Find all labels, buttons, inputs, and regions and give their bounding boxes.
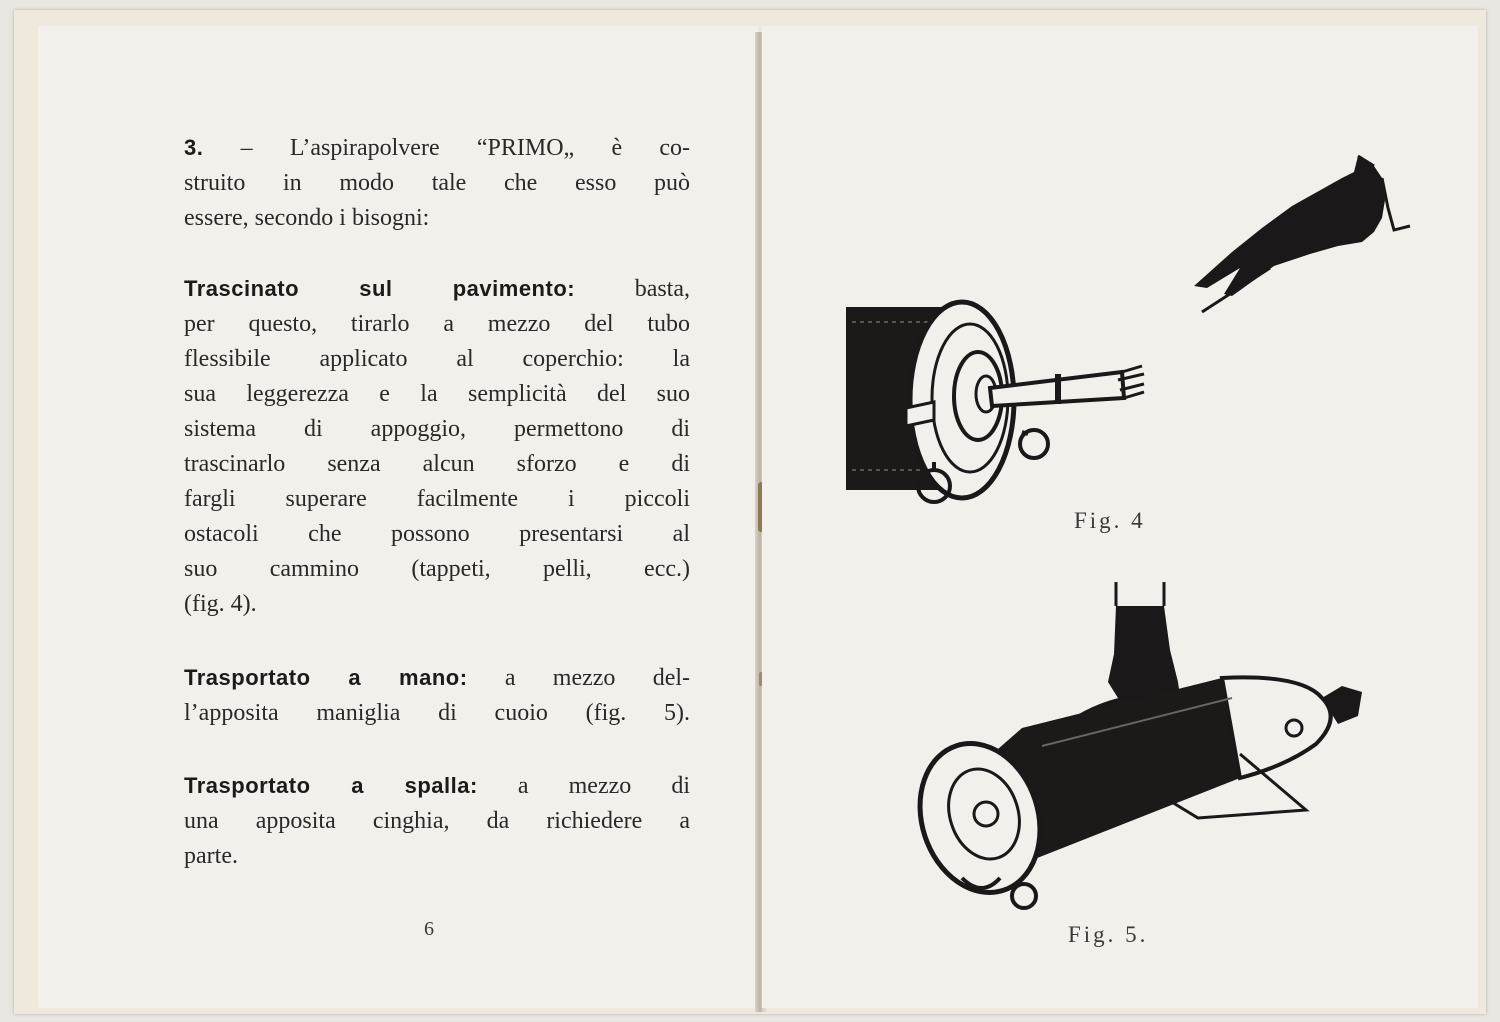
para2-line-6: trascinarlo senza alcun sforzo e di (184, 451, 690, 477)
paragraph-mano (184, 660, 690, 731)
heading-mano: Trasportato a mano: (184, 665, 468, 690)
paragraph-3 (184, 130, 690, 236)
figure-5-caption: Fig. 5. (1068, 922, 1149, 947)
para3-line-2: l’apposita maniglia di cuoio (fig. 5). (184, 700, 690, 726)
para4-line-3: parte. (184, 843, 238, 869)
para2-line-4: sua leggerezza e la semplicità del suo (184, 381, 690, 407)
para2-line-5: sistema di appoggio, permettono di (184, 416, 690, 442)
left-page (38, 26, 758, 1008)
para2-line-9: suo cammino (tappeti, pelli, ecc.) (184, 556, 690, 582)
vacuum-cleaner-icon (902, 677, 1362, 908)
figure-4-illustration (822, 126, 1482, 516)
para2-line-1: basta, (575, 276, 690, 302)
para2-line-8: ostacoli che possono presentarsi al (184, 521, 690, 547)
right-page (762, 26, 1478, 1008)
para2-line-7: fargli superare facilmente i piccoli (184, 486, 690, 512)
carrying-hand-icon (1108, 582, 1180, 704)
figure-5-illustration (902, 578, 1462, 918)
hand-icon (1194, 148, 1410, 312)
paragraph-trascinato (184, 271, 690, 622)
para3-line-1: a mezzo del- (467, 665, 691, 691)
para2-line-3: flessibile applicato al coperchio: la (184, 346, 690, 372)
heading-trascinato: Trascinato sul pavimento: (184, 276, 576, 301)
booklet (14, 10, 1486, 1014)
para4-line-1: a mezzo di (477, 773, 690, 799)
para2-line-10: (fig. 4). (184, 591, 257, 617)
page-number: 6 (424, 918, 434, 940)
section-number: 3. (184, 135, 204, 160)
heading-spalla: Trasportato a spalla: (184, 773, 478, 798)
para2-line-2: per questo, tirarlo a mezzo del tubo (184, 311, 690, 337)
para1-line-3: essere, secondo i bisogni: (184, 205, 430, 231)
para1-line-2: struito in modo tale che esso può (184, 170, 690, 196)
paragraph-spalla (184, 768, 690, 874)
figure-4-caption: Fig. 4 (1074, 508, 1146, 533)
para1-line-1: – L’aspirapolvere “PRIMO„ è co- (240, 135, 691, 161)
para4-line-2: una apposita cinghia, da richiedere a (184, 808, 690, 834)
